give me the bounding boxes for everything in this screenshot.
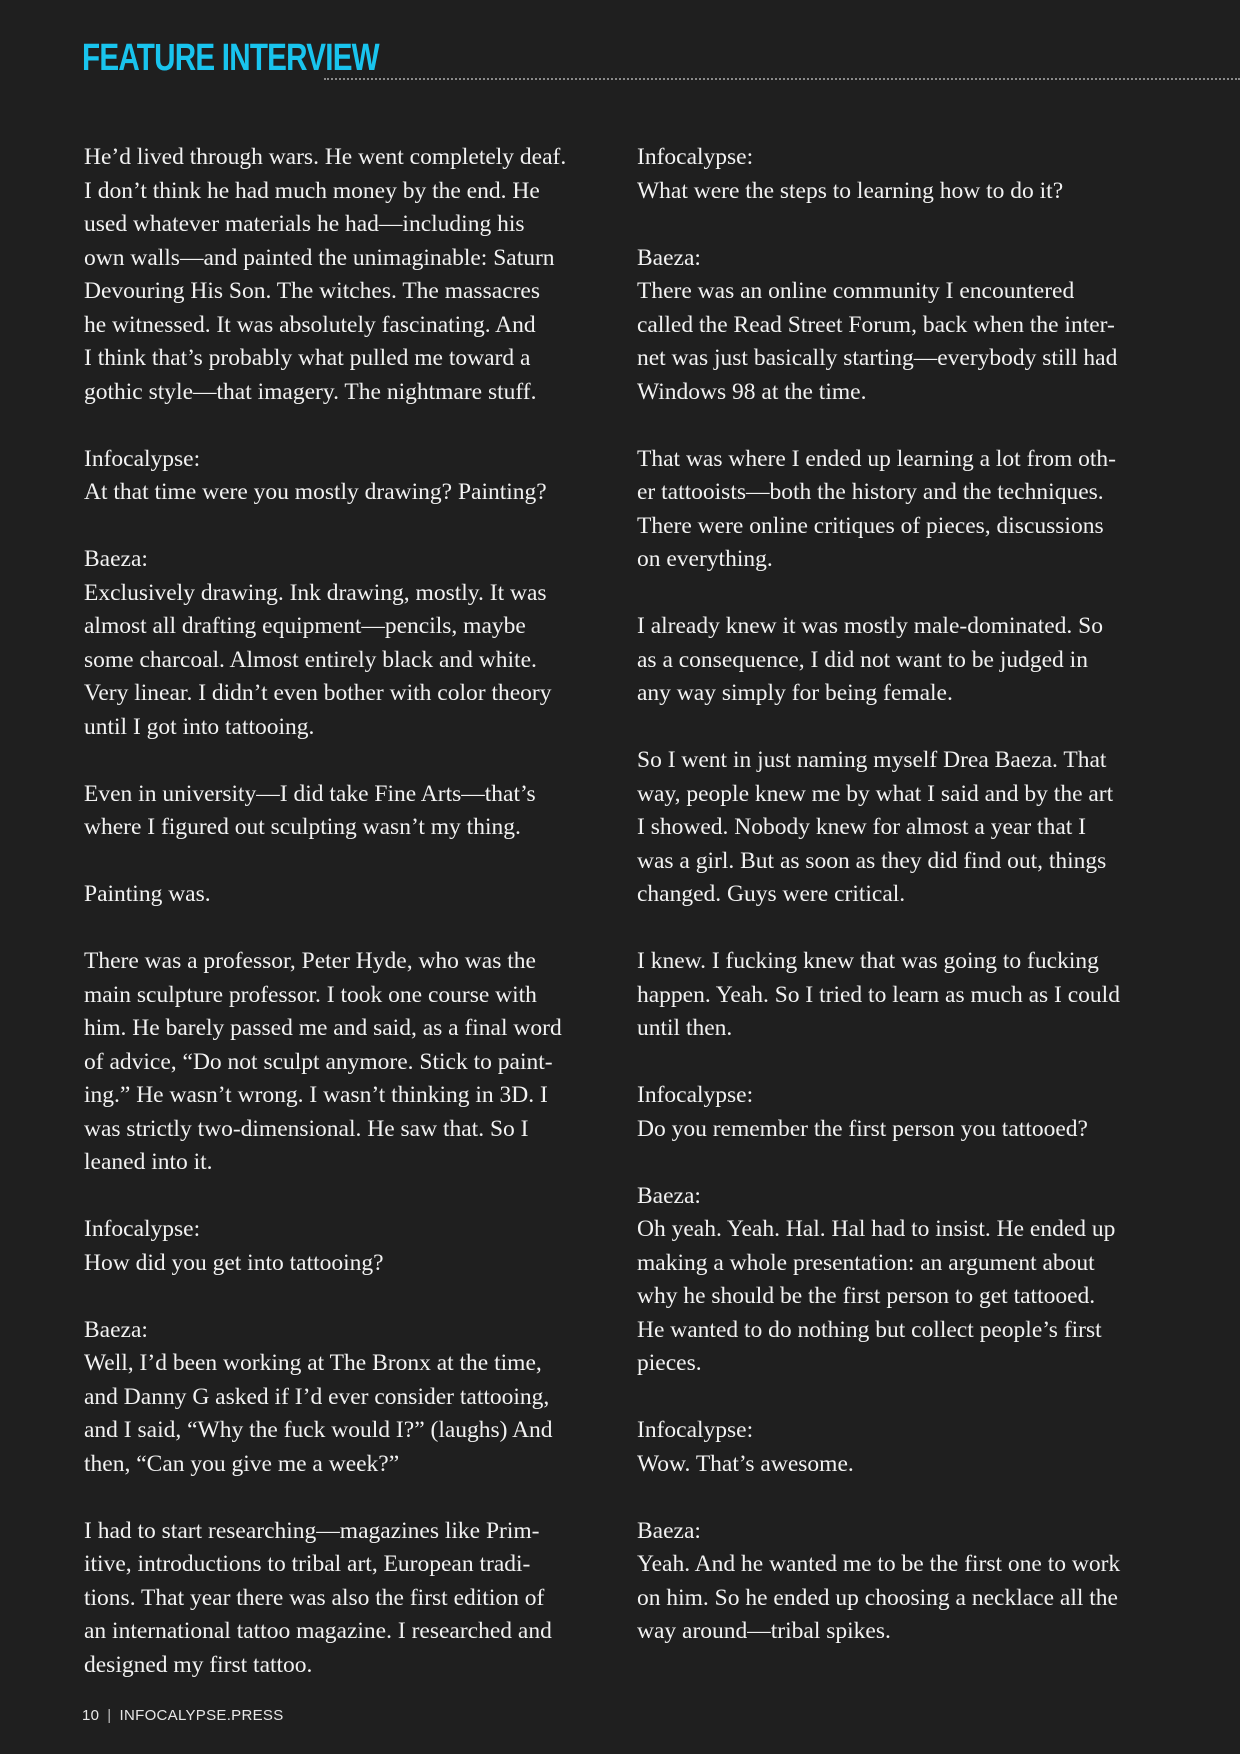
- paragraph: Baeza: Well, I’d been working at The Bronx at the time, and Danny G asked if I’d ever consider tattooing, and I said, “Why the fuck would I?” (laughs) And then, “Can you give me a week?”: [84, 1316, 553, 1477]
- left-column: [84, 141, 602, 1716]
- paragraph: There was a professor, Peter Hyde, who was the main sculpture professor. I took one course with him. He barely passed me and said, as a final word of advice, “Do not sculpt anymore. Stick to paint- ing.” He wasn’t wrong. I wasn’t thinking in 3D. I was strictly two-dimensional. He saw that. So I leaned into it.: [84, 948, 562, 1175]
- site-name: INFOCALYPSE.PRESS: [119, 1707, 284, 1724]
- paragraph: That was where I ended up learning a lot from oth- er tattooists—both the history and the techniques. There were online critiques of pieces, discussions on everything.: [637, 445, 1116, 572]
- page-number: 10: [82, 1707, 100, 1724]
- paragraph: Baeza: Oh yeah. Yeah. Hal. Hal had to insist. He ended up making a whole presentation: an argument about why he should be the first person to get tattooed. He wanted to do nothing but collect people’s first pieces.: [637, 1182, 1116, 1376]
- paragraph: Baeza: Exclusively drawing. Ink drawing, mostly. It was almost all drafting equipment—pencils, maybe some charcoal. Almost entirely black and white. Very linear. I didn’t even bother with color theory until I got into tattooing.: [84, 546, 552, 740]
- paragraph: Infocalypse: How did you get into tattooing?: [84, 1216, 384, 1276]
- paragraph: I had to start researching—magazines like Prim- itive, introductions to tribal art, European tradi- tions. That year there was also the first edition of an international tattoo magazine. I researched and designed my first tattoo.: [84, 1517, 552, 1678]
- paragraph: Even in university—I did take Fine Arts—that’s where I figured out sculpting wasn’t my thing.: [84, 780, 536, 840]
- paragraph: I knew. I fucking knew that was going to fucking happen. Yeah. So I tried to learn as much as I could until then.: [637, 948, 1120, 1041]
- page-header: [82, 36, 1240, 84]
- paragraph: Baeza: There was an online community I encountered called the Read Street Forum, back when the inter- net was just basically starting—everybody still had Windows 98 at the time.: [637, 244, 1118, 405]
- paragraph: I already knew it was mostly male-dominated. So as a consequence, I did not want to be judged in any way simply for being female.: [637, 613, 1103, 706]
- paragraph: Infocalypse: Do you remember the first person you tattooed?: [637, 1082, 1088, 1142]
- paragraph: Painting was.: [84, 881, 211, 907]
- dotted-rule: [324, 78, 1240, 80]
- footer-separator: |: [107, 1707, 112, 1724]
- right-column: [637, 141, 1157, 1682]
- page-footer: [82, 1707, 284, 1724]
- paragraph: Infocalypse: Wow. That’s awesome.: [637, 1417, 854, 1477]
- paragraph: Infocalypse: At that time were you mostly drawing? Painting?: [84, 445, 547, 505]
- paragraph: Infocalypse: What were the steps to learning how to do it?: [637, 144, 1064, 204]
- section-title: FEATURE INTERVIEW: [82, 37, 379, 79]
- paragraph: Baeza: Yeah. And he wanted me to be the first one to work on him. So he ended up choosing a necklace all the way around—tribal spikes.: [637, 1517, 1121, 1644]
- paragraph: So I went in just naming myself Drea Baeza. That way, people knew me by what I said and by the art I showed. Nobody knew for almost a year that I was a girl. But as soon as they did find out, things changed. Guys were critical.: [637, 747, 1114, 907]
- paragraph: He’d lived through wars. He went completely deaf. I don’t think he had much money by the end. He used whatever materials he had—including his own walls—and painted the unimaginable: Saturn Devouring His Son. The witches. The massacres he witnessed. It was absolutely fascinating. And I think that’s probably what pulled me toward a gothic style—that imagery. The nightmare stuff.: [84, 144, 567, 405]
